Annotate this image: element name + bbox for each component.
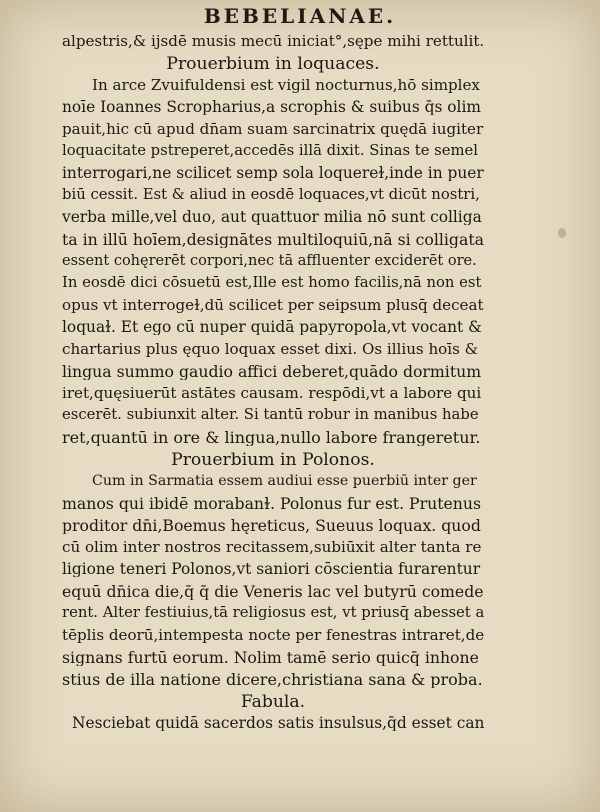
text-line: alpestris,& ijsdē musis mecū iniciat°,sępe mihi rettulit.: [62, 34, 484, 50]
text-line: In eosdē dici cōsuetū est,Ille est homo facilis,nā non est: [62, 276, 482, 291]
section-heading: Fabula.: [240, 694, 306, 712]
text-line: ligione teneri Polonos,vt saniori cōscientia furarentur: [62, 562, 481, 578]
text-line: manos qui ibidē morabanɫ. Polonus fur est. Prutenus: [62, 496, 482, 512]
text-line: noīe Ioannes Scropharius,a scrophis & suibus q̄s olim: [62, 100, 481, 116]
section-heading: Prouerbium in Polonos.: [171, 452, 375, 470]
text-line: loquaɫ. Et ego cū nuper quidā papyropola,vt vocant &: [62, 320, 482, 336]
text-line: ret,quantū in ore & lingua,nullo labore frangeretur.: [62, 430, 481, 446]
text-line: interrogari,ne scilicet semp sola loquereɫ,inde in puer: [62, 166, 484, 182]
text-line: verba mille,vel duo, aut quattuor milia nō sunt colliga: [62, 210, 482, 226]
text-line: Nesciebat quidā sacerdos satis insulsus,q̄d esset can: [72, 716, 484, 732]
text-line: lingua summo gaudio affici deberet,quādo dormitum: [62, 364, 482, 380]
text-line: tēplis deorū,intempesta nocte per fenestras intraret,de: [62, 628, 484, 644]
text-line: opus vt interrogeɫ,dū scilicet per seipsum plusq̄ deceat: [62, 298, 484, 314]
text-line: loquacitate pstreperet,accedēs illā dixit. Sinas te semel: [62, 144, 479, 159]
text-line: cū olim inter nostros recitassem,subiūxit alter tanta re: [62, 540, 482, 556]
text-line: In arce Zvuifuldensi est vigil nocturnus,hō simplex: [92, 78, 480, 94]
running-head: BEBELIANAE.: [203, 4, 397, 28]
text-line: proditor dn̄i,Boemus hęreticus, Sueuus loquax. quod: [62, 518, 481, 534]
section-heading: Prouerbium in loquaces.: [166, 56, 380, 74]
text-line: iret,quęsiuerūt astātes causam. respōdi,vt a labore qui: [62, 386, 482, 402]
text-line: pauit,hic cū apud dn̄am suam sarcinatrix quędā iugiter: [62, 122, 484, 138]
text-line: chartarius plus ęquo loquax esset dixi. Os illius hoīs &: [62, 342, 479, 358]
text-line: biū cessit. Est & aliud in eosdē loquaces,vt dicūt nostri,: [62, 188, 480, 203]
text-line: equū dn̄ica die,q̄ q̄ die Veneris lac vel butyrū comede: [62, 584, 484, 600]
text-line: essent cohęrerēt corpori,nec tā affluenter exciderēt ore.: [62, 254, 477, 269]
text-line: stius de illa natione dicere,christiana sana & proba.: [62, 672, 483, 688]
paper-stain: [558, 228, 566, 238]
text-line: rent. Alter festiuius,tā religiosus est, vt priusq̄ abesset a: [62, 606, 484, 621]
text-line: ta in illū hoīem,designātes multiloquiū,nā si colligata: [62, 232, 484, 248]
text-line: escerēt. subiunxit alter. Si tantū robur in manibus habe: [62, 408, 479, 423]
text-line: signans furtū eorum. Nolim tamē serio quicq̄ inhone: [62, 650, 479, 666]
text-line: Cum in Sarmatia essem audiui esse puerbiū inter ger: [92, 474, 477, 489]
